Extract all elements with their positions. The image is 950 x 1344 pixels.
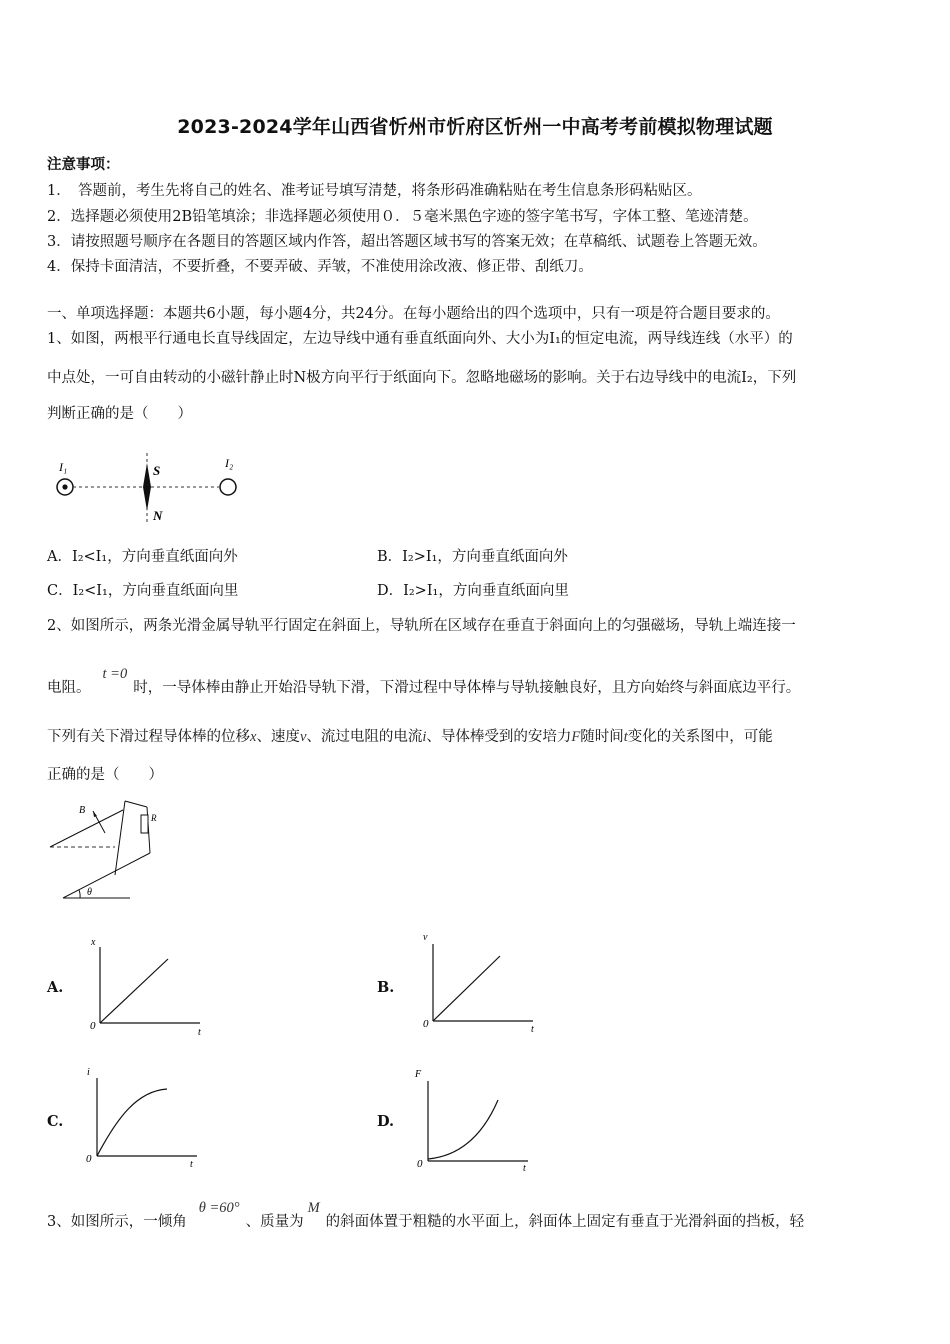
q1-line-3: 判断正确的是（ ） xyxy=(47,406,192,422)
q2-line-3-text-1: 下列有关下滑过程导体棒的位移 xyxy=(47,729,250,745)
q1-label-i1: I₁ xyxy=(59,460,68,474)
q2-var-x: x xyxy=(250,729,257,745)
q2-line-3-text-2: 、速度 xyxy=(256,729,300,745)
q2-graph-c-ylabel: i xyxy=(87,1067,90,1078)
q3-text-1: 3、如图所示，一倾角 xyxy=(47,1214,187,1230)
q1-label-i2: I₂ xyxy=(225,456,234,470)
q3-theta-60: θ =60° xyxy=(198,1200,240,1216)
q2-graph-a-xlabel: t xyxy=(198,1027,201,1038)
q2-graph-d xyxy=(415,1063,545,1173)
q2-graph-c-xlabel: t xyxy=(190,1159,193,1170)
q2-graph-a-origin: 0 xyxy=(90,1020,96,1032)
q2-graph-a xyxy=(88,935,218,1040)
q2-option-c-letter: C. xyxy=(47,1113,64,1130)
q2-line-2-post: 时，一导体棒由静止开始沿导轨下滑，下滑过程中导体棒与导轨接触良好，且方向始终与斜面底边平行。 xyxy=(133,680,801,696)
q2-option-d-letter: D. xyxy=(377,1113,395,1130)
q2-graph-a-ylabel: x xyxy=(91,937,96,948)
q1-label-s: S xyxy=(153,463,161,478)
q2-line-3-text-3: 、流过电阻的电流 xyxy=(306,729,423,745)
q3-text-2: 、质量为 xyxy=(245,1214,304,1230)
q2-line-2-pre: 电阻。 xyxy=(47,680,91,696)
q2-option-b-letter: B. xyxy=(377,979,395,996)
section-heading: 一、单项选择题：本题共6小题，每小题4分，共24分。在每小题给出的四个选项中，只有一项是符合题目要求的。 xyxy=(47,306,780,322)
q1-figure xyxy=(45,445,260,530)
q1-option-d: D．I₂>I₁，方向垂直纸面向里 xyxy=(377,583,569,599)
q2-line-3-text-4: 、导体棒受到的安培力 xyxy=(426,729,572,745)
q2-var-t: t xyxy=(623,729,628,745)
q2-t-equals-zero: t =0 xyxy=(102,666,128,682)
q2-label-theta: θ xyxy=(87,887,92,898)
q3-text-3: 的斜面体置于粗糙的水平面上，斜面体上固定有垂直于光滑斜面的挡板，轻 xyxy=(325,1214,805,1230)
q2-incline-figure xyxy=(45,795,165,905)
q2-var-i: i xyxy=(422,729,427,745)
q2-graph-c xyxy=(85,1063,215,1173)
q2-graph-d-ylabel: F xyxy=(415,1069,422,1080)
q2-graph-b-xlabel: t xyxy=(531,1024,534,1035)
q2-line-1: 2、如图所示，两条光滑金属导轨平行固定在斜面上，导轨所在区域存在垂直于斜面向上的匀强磁场，导轨上端连接一 xyxy=(47,618,796,634)
q1-option-b: B．I₂>I₁，方向垂直纸面向外 xyxy=(377,549,568,565)
q2-label-r: R xyxy=(151,813,157,823)
q2-graph-b-origin: 0 xyxy=(423,1018,429,1030)
q2-option-a-letter: A. xyxy=(47,979,64,996)
notice-item-1: 1． 答题前，考生先将自己的姓名、准考证号填写清楚，将条形码准确粘贴在考生信息条形码粘贴区。 xyxy=(47,183,702,199)
q2-graph-c-origin: 0 xyxy=(86,1153,92,1165)
q3-line-1 xyxy=(47,1200,805,1231)
q2-graph-d-origin: 0 xyxy=(417,1158,423,1170)
notice-item-4: 4．保持卡面清洁，不要折叠，不要弄破、弄皱，不准使用涂改液、修正带、刮纸刀。 xyxy=(47,259,593,275)
q2-line-3 xyxy=(47,725,773,746)
q1-line-2: 中点处，一可自由转动的小磁针静止时N极方向平行于纸面向下。忽略地磁场的影响。关于右边导线中的电流I₂，下列 xyxy=(47,370,797,386)
notice-heading: 注意事项： xyxy=(47,156,120,173)
q2-line-3-text-6: 变化的关系图中，可能 xyxy=(627,729,773,745)
q2-graph-b-ylabel: v xyxy=(423,932,428,943)
q2-line-2 xyxy=(47,666,801,697)
q1-option-c: C．I₂<I₁，方向垂直纸面向里 xyxy=(47,583,239,599)
q1-line-1: 1、如图，两根平行通电长直导线固定，左边导线中通有垂直纸面向外、大小为I₁的恒定电流，两导线连线（水平）的 xyxy=(47,331,793,347)
notice-item-3: 3．请按照题号顺序在各题目的答题区域内作答，超出答题区域书写的答案无效；在草稿纸、试题卷上答题无效。 xyxy=(47,234,767,250)
page-title: 2023-2024学年山西省忻州市忻府区忻州一中高考考前模拟物理试题 xyxy=(177,116,773,138)
q2-graph-b xyxy=(420,928,550,1038)
q2-var-v: v xyxy=(299,729,307,745)
q2-graph-d-xlabel: t xyxy=(523,1163,526,1174)
q3-mass-m: M xyxy=(307,1200,320,1216)
q2-var-f: F xyxy=(571,729,581,745)
q2-label-b: B xyxy=(79,805,86,816)
q2-line-3-text-5: 随时间 xyxy=(580,729,624,745)
q2-line-4: 正确的是（ ） xyxy=(47,767,163,783)
q1-label-n: N xyxy=(153,508,163,523)
notice-item-2: 2．选择题必须使用2B铅笔填涂；非选择题必须使用０．５毫米黑色字迹的签字笔书写，字体工整、笔迹清楚。 xyxy=(47,209,758,225)
q1-option-a: A．I₂<I₁，方向垂直纸面向外 xyxy=(47,549,238,565)
